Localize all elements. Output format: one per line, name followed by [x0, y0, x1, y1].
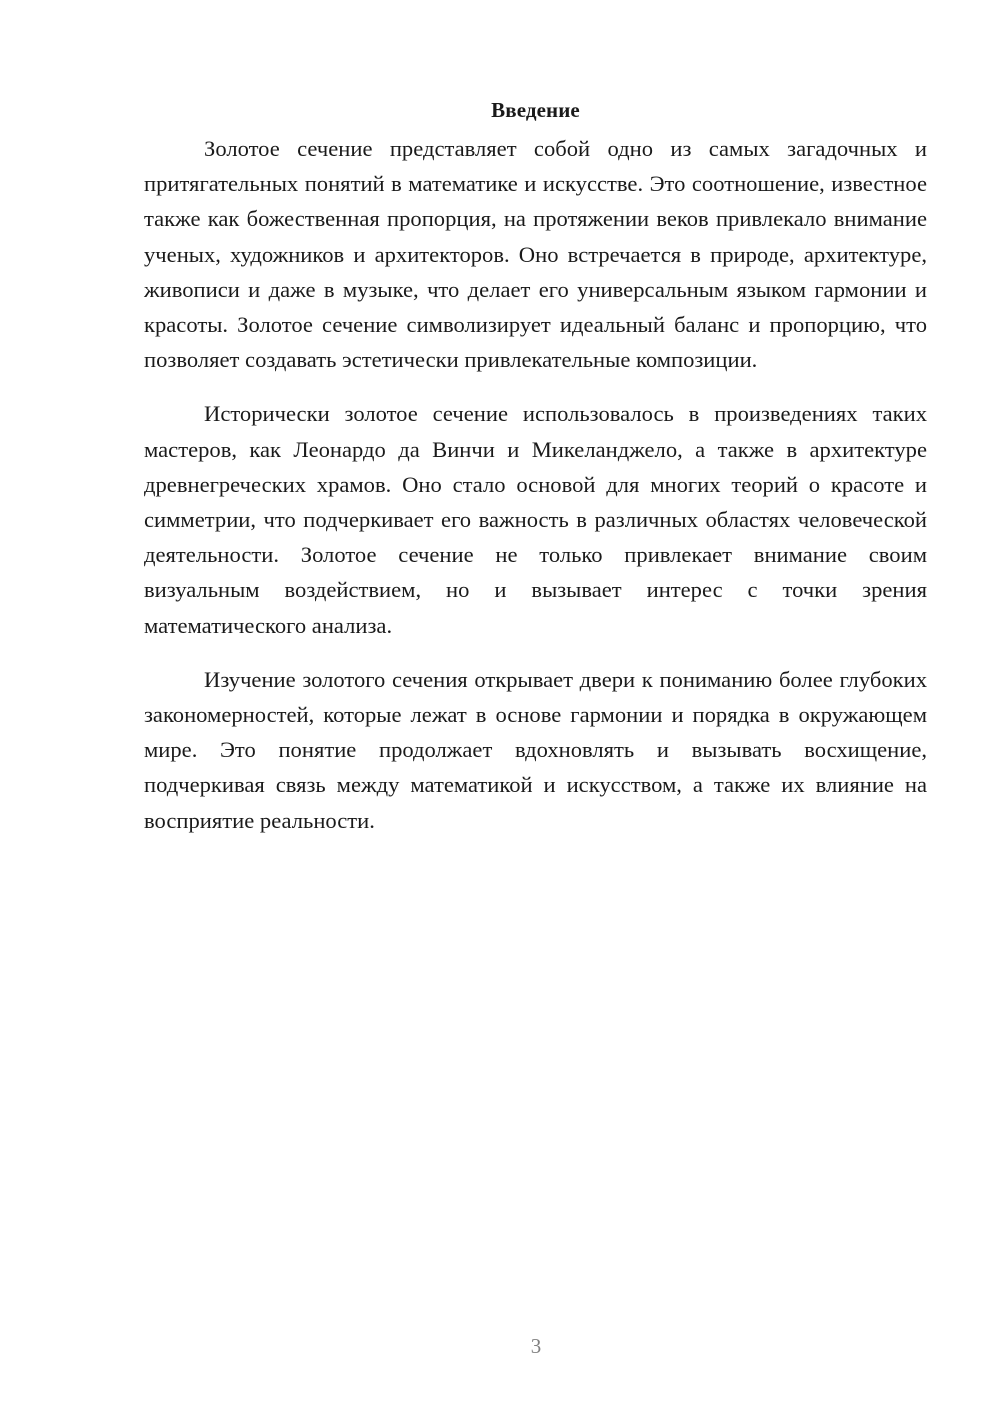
page-content — [144, 92, 927, 857]
section-heading: Введение — [491, 98, 580, 122]
paragraph-1: Золотое сечение представляет собой одно из самых загадочных и притягательных понятий в математике и искусстве. Это соотношение, известное также как божественная пропорция, на протяжении веков привлекало внимание ученых, художников и архитекторов. Оно встречается в природе, архитектуре, живописи и даже в музыке, что делает его универсальным языком гармонии и красоты. Золотое сечение символизирует идеальный баланс и пропорцию, что позволяет создавать эстетически привлекательные композиции. — [144, 136, 927, 373]
paragraph-3: Изучение золотого сечения открывает двери к пониманию более глубоких закономерностей, которые лежат в основе гармонии и порядка в окружающем мире. Это понятие продолжает вдохновлять и вызывать восхищение, подчеркивая связь между математикой и искусством, а также их влияние на восприятие реальности. — [144, 666, 927, 833]
page-number: 3 — [530, 1334, 542, 1358]
paragraph-2: Исторически золотое сечение использовалось в произведениях таких мастеров, как Леонардо да Винчи и Микеланджело, а также в архитектуре древнегреческих храмов. Оно стало основой для многих теорий о красоте и симметрии, что подчеркивает его важность в различных областях человеческой деятельности. Золотое сечение не только привлекает внимание своим визуальным воздействием, но и вызывает интерес с точки зрения математического анализа. — [144, 401, 927, 638]
